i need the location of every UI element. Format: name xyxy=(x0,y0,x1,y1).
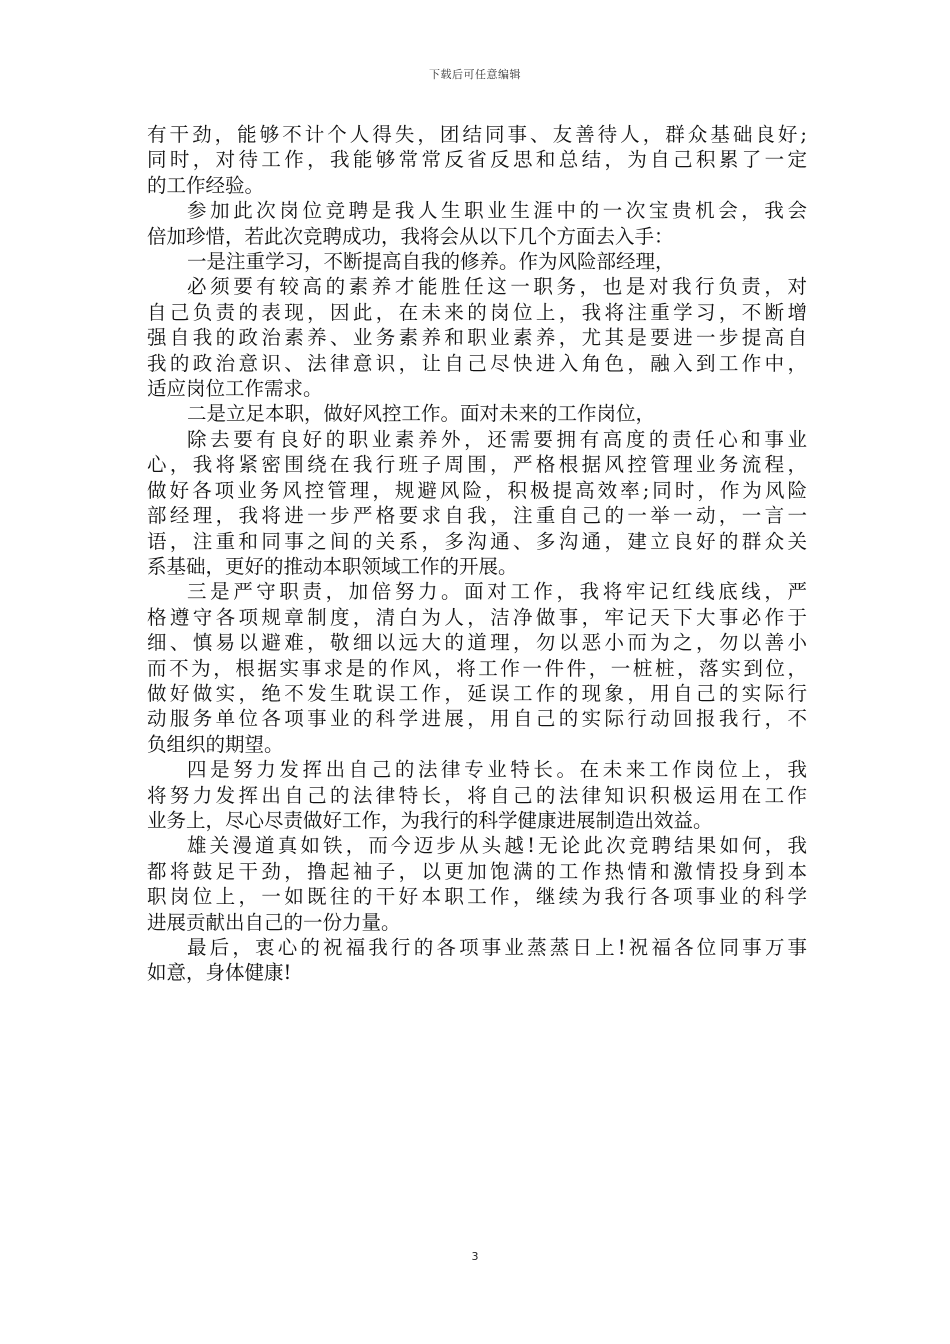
text-line: 强自我的政治素养、业务素养和职业素养，尤其是要进一步提高自 xyxy=(147,326,807,350)
text-line: 必须要有较高的素养才能胜任这一职务，也是对我行负责，对 xyxy=(187,275,807,299)
text-line: 系基础，更好的推动本职领域工作的开展。 xyxy=(147,554,518,578)
text-line: 做好做实，绝不发生耽误工作，延误工作的现象，用自己的实际行 xyxy=(147,681,807,705)
text-line: 除去要有良好的职业素养外，还需要拥有高度的责任心和事业 xyxy=(187,427,807,451)
page-number: 3 xyxy=(471,1250,479,1263)
text-line: 最后，衷心的祝福我行的各项事业蒸蒸日上!祝福各位同事万事 xyxy=(187,936,807,959)
text-line: 而不为，根据实事求是的作风，将工作一件件，一桩桩，落实到位， xyxy=(147,656,807,680)
text-line: 三是严守职责，加倍努力。面对工作，我将牢记红线底线，严 xyxy=(187,580,807,604)
text-line: 如意，身体健康! xyxy=(147,961,292,985)
text-line: 职岗位上，一如既往的干好本职工作，继续为我行各项事业的科学 xyxy=(147,885,807,909)
text-line: 二是立足本职，做好风控工作。面对未来的工作岗位， xyxy=(187,402,656,426)
text-line: 负组织的期望。 xyxy=(147,732,284,756)
text-line: 动服务单位各项事业的科学进展，用自己的实际行动回报我行，不 xyxy=(147,707,807,731)
text-line: 适应岗位工作需求。 xyxy=(147,377,323,401)
text-line: 倍加珍惜，若此次竞聘成功，我将会从以下几个方面去入手： xyxy=(147,224,674,248)
header-note: 下载后可任意编辑 xyxy=(429,68,521,81)
text-line: 同时，对待工作，我能够常常反省反思和总结，为自己积累了一定 xyxy=(147,148,807,172)
text-line: 的工作经验。 xyxy=(147,173,265,197)
text-line: 部经理，我将进一步严格要求自我，注重自己的一举一动，一言一 xyxy=(147,504,807,528)
text-line: 一是注重学习，不断提高自我的修养。作为风险部经理， xyxy=(187,250,675,274)
text-line: 参加此次岗位竞聘是我人生职业生涯中的一次宝贵机会，我会 xyxy=(187,199,807,223)
text-line: 格遵守各项规章制度，清白为人，洁净做事，牢记天下大事必作于 xyxy=(147,605,807,629)
text-line: 细、慎易以避难，敬细以远大的道理，勿以恶小而为之，勿以善小 xyxy=(147,631,807,655)
text-line: 将努力发挥出自己的法律特长，将自己的法律知识积极运用在工作 xyxy=(147,783,807,807)
text-line: 业务上，尽心尽责做好工作，为我行的科学健康进展制造出效益。 xyxy=(147,808,713,832)
text-line: 我的政治意识、法律意识，让自己尽快进入角色，融入到工作中， xyxy=(147,351,807,375)
text-line: 心，我将紧密围绕在我行班子周围，严格根据风控管理业务流程， xyxy=(147,453,807,477)
document-body xyxy=(147,122,807,986)
text-line: 四是努力发挥出自己的法律专业特长。在未来工作岗位上，我 xyxy=(187,758,807,782)
text-line: 都将鼓足干劲，撸起袖子，以更加饱满的工作热情和激情投身到本 xyxy=(147,859,807,883)
text-line: 自己负责的表现，因此，在未来的岗位上，我将注重学习，不断增 xyxy=(147,300,807,324)
text-line: 雄关漫道真如铁，而今迈步从头越!无论此次竞聘结果如何，我 xyxy=(187,834,807,858)
text-line: 有干劲，能够不计个人得失，团结同事、友善待人，群众基础良好; xyxy=(147,123,807,146)
text-line: 做好各项业务风控管理，规避风险，积极提高效率;同时，作为风险 xyxy=(147,478,807,502)
text-line: 进展贡献出自己的一份力量。 xyxy=(147,910,401,934)
text-line: 语，注重和同事之间的关系，多沟通、多沟通，建立良好的群众关 xyxy=(147,529,807,553)
